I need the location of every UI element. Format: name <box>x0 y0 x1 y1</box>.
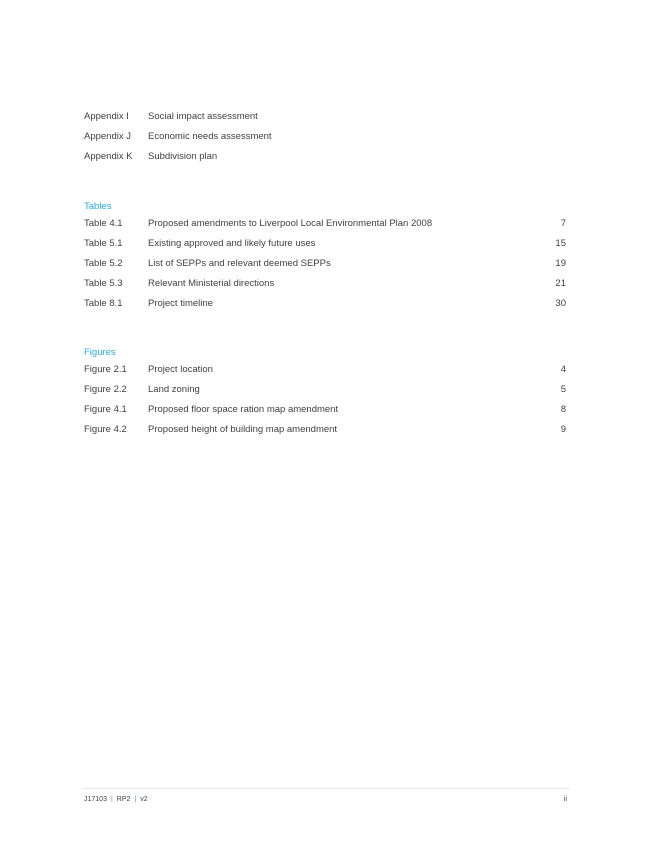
toc-entry-table-8-1[interactable] <box>84 297 566 311</box>
figures-heading: Figures <box>84 347 116 358</box>
toc-entry-page: 4 <box>560 364 566 375</box>
toc-entry-page: 7 <box>560 218 566 229</box>
footer-project-number: J17103 <box>84 796 107 803</box>
toc-entry-title: Land zoning <box>148 384 200 395</box>
footer-doc-reference <box>84 795 148 805</box>
toc-entry-page: 21 <box>555 278 566 289</box>
toc-entry-label: Appendix J <box>84 131 132 142</box>
toc-entry-title: Social impact assessment <box>148 111 258 122</box>
toc-entry-page: 5 <box>560 384 566 395</box>
footer-report-number: RP2 <box>116 796 131 803</box>
toc-entry-figure-4-1[interactable] <box>84 403 566 417</box>
toc-entry-title: Proposed floor space ration map amendment <box>148 404 339 415</box>
toc-entry-title: Proposed height of building map amendment <box>148 424 338 435</box>
toc-entry-appendix-j[interactable] <box>84 130 566 144</box>
footer-divider <box>84 788 570 789</box>
toc-entry-label: Appendix K <box>84 151 133 162</box>
toc-entry-appendix-k[interactable] <box>84 150 566 164</box>
footer-separator: | <box>134 796 137 803</box>
toc-entry-label: Table 5.1 <box>84 238 123 249</box>
footer-separator: | <box>110 796 113 803</box>
toc-entry-title: Project location <box>148 364 213 375</box>
toc-entry-label: Table 5.2 <box>84 258 123 269</box>
footer-version: v2 <box>140 796 148 803</box>
toc-entry-page: 9 <box>560 424 566 435</box>
toc-entry-label: Table 8.1 <box>84 298 123 309</box>
toc-entry-table-5-2[interactable] <box>84 257 566 271</box>
toc-entry-label: Figure 4.1 <box>84 404 127 415</box>
toc-entry-title: Existing approved and likely future uses <box>148 238 316 249</box>
toc-entry-table-5-1[interactable] <box>84 237 566 251</box>
toc-entry-title: List of SEPPs and relevant deemed SEPPs <box>148 258 331 269</box>
toc-entry-title: Relevant Ministerial directions <box>148 278 275 289</box>
footer-page-number: ii <box>563 796 567 803</box>
toc-entry-title: Economic needs assessment <box>148 131 272 142</box>
toc-entry-page: 8 <box>560 404 566 415</box>
toc-entry-appendix-i[interactable] <box>84 110 566 124</box>
toc-entry-table-5-3[interactable] <box>84 277 566 291</box>
toc-entry-label: Figure 4.2 <box>84 424 127 435</box>
tables-heading: Tables <box>84 201 112 212</box>
toc-entry-label: Figure 2.1 <box>84 364 127 375</box>
toc-entry-label: Figure 2.2 <box>84 384 127 395</box>
toc-entry-page: 30 <box>555 298 566 309</box>
toc-entry-label: Table 5.3 <box>84 278 123 289</box>
toc-entry-title: Subdivision plan <box>148 151 218 162</box>
toc-entry-figure-4-2[interactable] <box>84 423 566 437</box>
toc-entry-table-4-1[interactable] <box>84 217 566 231</box>
toc-entry-title: Proposed amendments to Liverpool Local Environmental Plan 2008 <box>148 218 433 229</box>
toc-entry-page: 15 <box>555 238 566 249</box>
toc-entry-title: Project timeline <box>148 298 213 309</box>
toc-entry-figure-2-1[interactable] <box>84 363 566 377</box>
toc-entry-figure-2-2[interactable] <box>84 383 566 397</box>
toc-entry-label: Appendix I <box>84 111 129 122</box>
toc-entry-label: Table 4.1 <box>84 218 123 229</box>
toc-entry-page: 19 <box>555 258 566 269</box>
